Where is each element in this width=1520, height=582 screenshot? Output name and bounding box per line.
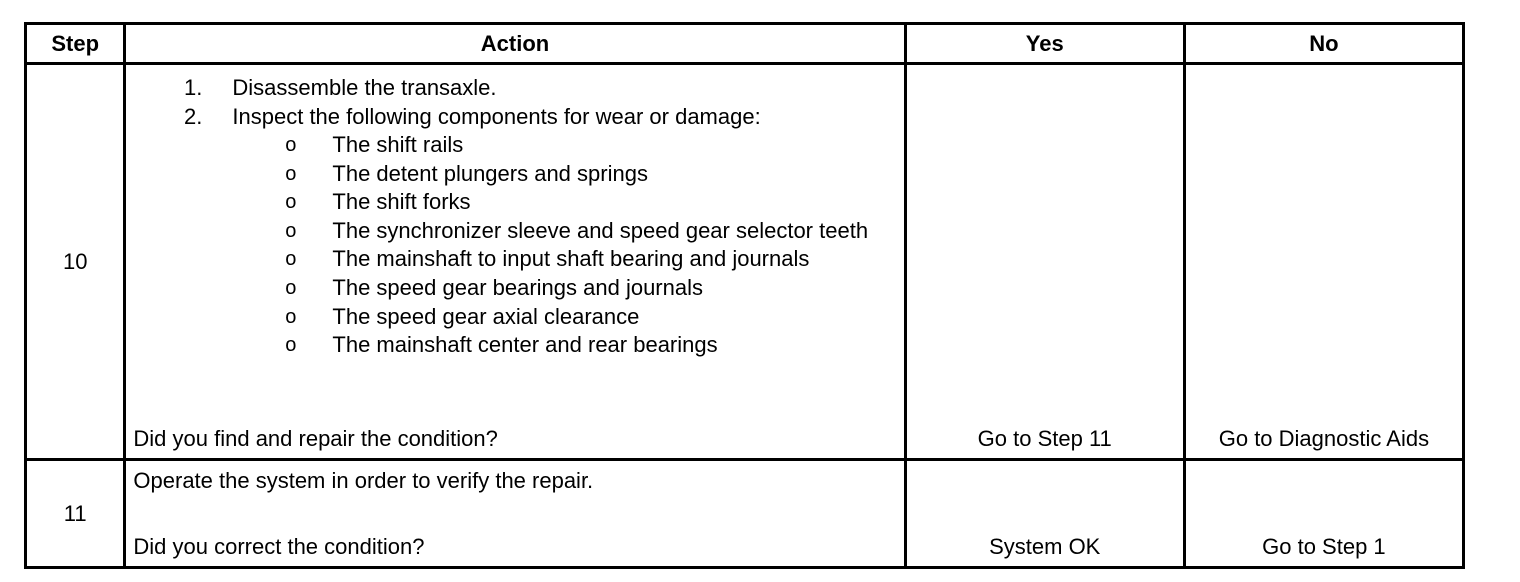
sub-item-text: The synchronizer sleeve and speed gear selector teeth <box>332 217 869 243</box>
yes-answer: System OK <box>989 534 1101 559</box>
sub-item-text: The mainshaft center and rear bearings <box>332 332 718 358</box>
sub-item-text: The speed gear bearings and journals <box>332 274 703 300</box>
no-answer: Go to Step 1 <box>1262 534 1386 559</box>
list-item-text: Disassemble the transaxle. <box>232 75 497 100</box>
yes-answer: Go to Step 11 <box>977 426 1112 451</box>
list-item <box>126 102 892 131</box>
sub-list <box>126 131 892 360</box>
sub-list-container <box>126 131 892 360</box>
bullet-marker: o <box>285 219 297 242</box>
question-text: Did you correct the condition? <box>133 534 425 559</box>
bullet-marker: o <box>285 162 297 185</box>
bullet-marker: o <box>285 191 297 214</box>
no-cell <box>1184 460 1463 568</box>
step-number: 10 <box>26 64 125 460</box>
sub-list-item <box>126 274 892 303</box>
header-row <box>26 24 1464 64</box>
sub-list-item <box>126 188 892 217</box>
yes-cell <box>905 64 1184 460</box>
list-marker: 2. <box>184 104 203 129</box>
bullet-marker: o <box>285 334 297 357</box>
header-no: No <box>1184 24 1463 64</box>
action-cell <box>125 64 905 460</box>
header-action: Action <box>125 24 905 64</box>
list-item <box>126 73 892 102</box>
sub-item-text: The mainshaft to input shaft bearing and journals <box>332 246 810 272</box>
table-row <box>26 460 1464 568</box>
bullet-marker: o <box>285 305 297 328</box>
header-step: Step <box>26 24 125 64</box>
no-answer: Go to Diagnostic Aids <box>1218 426 1430 451</box>
numbered-list <box>126 73 892 360</box>
sub-item-text: The detent plungers and springs <box>332 160 648 186</box>
sub-list-item <box>126 217 892 246</box>
question-text: Did you find and repair the condition? <box>133 426 498 451</box>
header-yes: Yes <box>905 24 1184 64</box>
instruction-text: Operate the system in order to verify the repair. <box>133 468 594 493</box>
bullet-marker: o <box>285 134 297 156</box>
sub-item-text: The shift rails <box>332 132 464 157</box>
sub-list-item <box>126 303 892 332</box>
yes-cell <box>905 460 1184 568</box>
list-marker: 1. <box>184 75 203 100</box>
sub-list-item <box>126 160 892 189</box>
action-cell <box>125 460 905 568</box>
list-item-text: Inspect the following components for wear or damage: <box>232 104 761 129</box>
diagnostic-table <box>24 22 1465 569</box>
table-row <box>26 64 1464 460</box>
sub-list-item <box>126 131 892 160</box>
bullet-marker: o <box>285 248 297 271</box>
bullet-marker: o <box>285 276 297 299</box>
sub-list-item <box>126 245 892 274</box>
sub-list-item <box>126 331 892 360</box>
step-number: 11 <box>26 460 125 568</box>
no-cell <box>1184 64 1463 460</box>
sub-item-text: The speed gear axial clearance <box>332 303 640 329</box>
sub-item-text: The shift forks <box>332 189 471 215</box>
